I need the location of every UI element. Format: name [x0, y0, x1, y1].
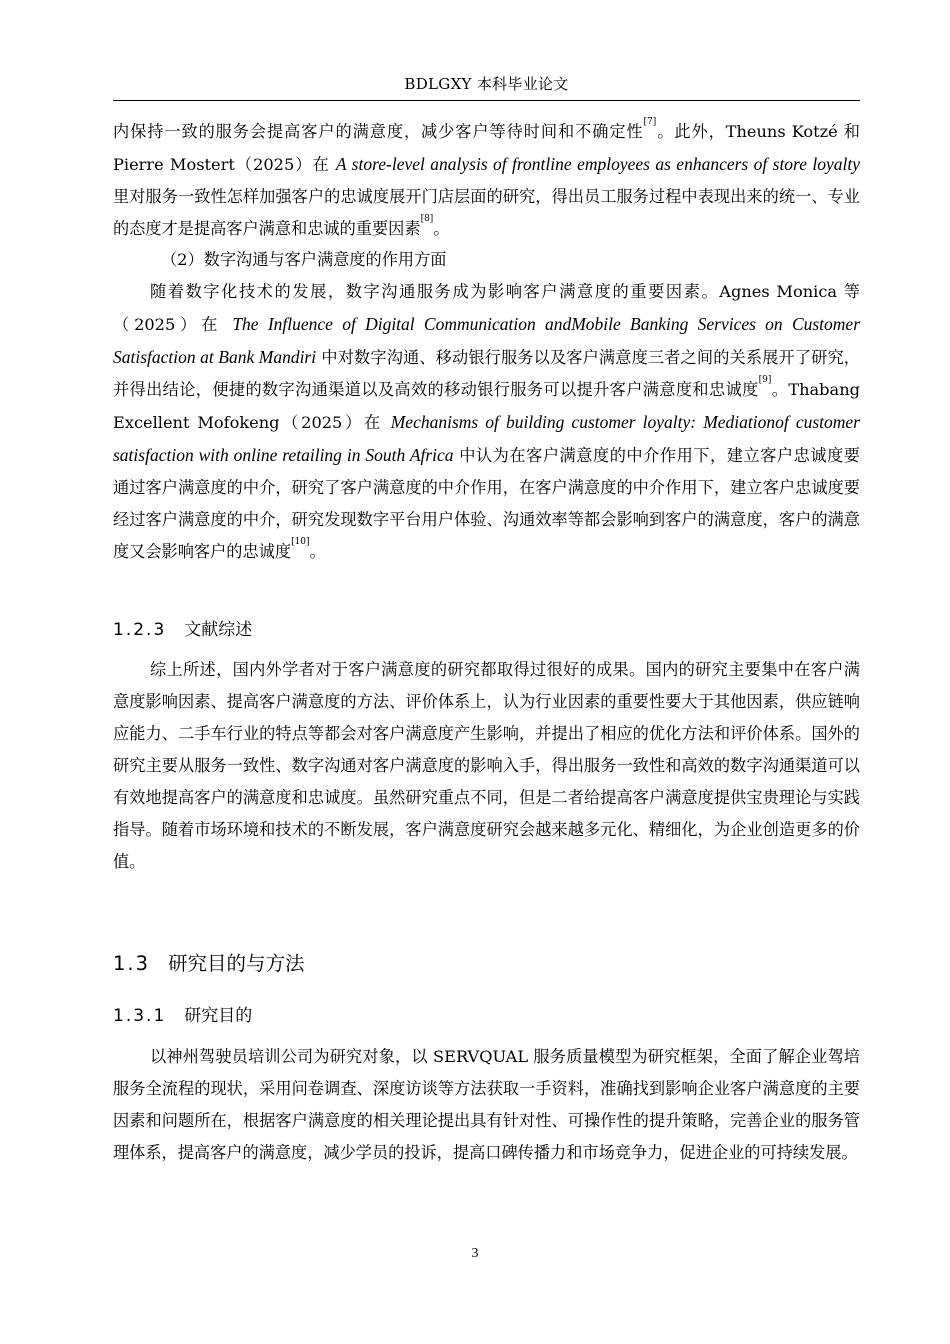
page-number: 3: [471, 1246, 479, 1261]
heading-title: 文献综述: [184, 620, 253, 640]
paragraph-digital-communication: [113, 276, 860, 568]
citation-10: [10]: [291, 537, 310, 547]
paragraph-research-purpose: 以神州驾驶员培训公司为研究对象，以 SERVQUAL 服务质量模型为研究框架，全面了解企业驾培服务全流程的现状，采用问卷调查、深度访谈等方法获取一手资料，准确找到影响企业客户满意度的主要因素和问题所在，根据客户满意度的相关理论提出具有针对性、可操作性的提升策略，完善企业的服务管理体系，提高客户的满意度，减少学员的投诉，提高口碑传播力和市场竞争力，促进企业的可持续发展。: [113, 1047, 860, 1162]
text-run: 。此外，Theuns Kotzé 和 Pierre Mostert（2025）在: [113, 122, 860, 174]
text-run: 。: [433, 219, 450, 238]
heading-1-3: [113, 951, 305, 977]
text-run: 。: [309, 542, 326, 561]
text-run: 中认为在客户满意度的中介作用下，建立客户忠诚度要通过客户满意度的中介，研究了客户满意度的中介作用，在客户满意度的中介作用下，建立客户忠诚度要经过客户满意度的中介，研究发现数字平台用户体验、沟通效率等都会影响到客户的满意度，客户的满意度又会影响客户的忠诚度: [113, 446, 860, 561]
paragraph-service-consistency: [113, 116, 860, 245]
text-run: 中对数字沟通、移动银行服务以及客户满意度三者之间的关系展开了研究，并得出结论，便捷的数字沟通渠道以及高效的移动银行服务可以提升客户满意度和忠诚度: [113, 348, 860, 399]
citation-7: [7]: [643, 117, 657, 127]
subsection-digital-communication: （2）数字沟通与客户满意度的作用方面: [161, 250, 447, 269]
running-header: BDLGXY 本科毕业论文: [404, 75, 569, 93]
heading-number: 1.3.1: [113, 1006, 167, 1026]
heading-1-3-1: [113, 1004, 252, 1028]
heading-number: 1.2.3: [113, 620, 167, 640]
text-run: 随着数字化技术的发展，数字沟通服务成为影响客户满意度的重要因素。Agnes Monica 等（2025）在: [113, 282, 860, 334]
header-rule: [113, 100, 860, 101]
heading-title: 研究目的与方法: [168, 952, 305, 975]
citation-8: [8]: [420, 214, 434, 224]
heading-number: 1.3: [113, 952, 151, 975]
text-run: 。Thabang Excellent Mofokeng（2025）在: [113, 380, 860, 432]
cited-title-8: A store-level analysis of frontline employees as enhancers of store loyalty: [335, 154, 861, 174]
heading-1-2-3: [113, 618, 252, 642]
cited-title-9: The Influence of Digital Communication andMobile Banking Services on Customer Satisfaction at Bank Mandiri: [113, 314, 861, 367]
text-run: 内保持一致的服务会提高客户的满意度，减少客户等待时间和不确定性: [113, 122, 644, 141]
cited-title-10: Mechanisms of building customer loyalty: Mediationof customer satisfaction with online retailing in South Africa: [113, 412, 860, 465]
text-run: 里对服务一致性怎样加强客户的忠诚度展开门店层面的研究，得出员工服务过程中表现出来的统一、专业的态度才是提高客户满意和忠诚的重要因素: [113, 187, 860, 238]
heading-title: 研究目的: [184, 1006, 253, 1026]
citation-9: [9]: [758, 375, 772, 385]
paragraph-literature-review: 综上所述，国内外学者对于客户满意度的研究都取得过很好的成果。国内的研究主要集中在客户满意度影响因素、提高客户满意度的方法、评价体系上，认为行业因素的重要性要大于其他因素，供应链响应能力、二手车行业的特点等都会对客户满意度产生影响，并提出了相应的优化方法和评价体系。国外的研究主要从服务一致性、数字沟通对客户满意度的影响入手，得出服务一致性和高效的数字沟通渠道可以有效地提高客户的满意度和忠诚度。虽然研究重点不同，但是二者给提高客户满意度提供宝贵理论与实践指导。随着市场环境和技术的不断发展，客户满意度研究会越来越多元化、精细化，为企业创造更多的价值。: [113, 660, 860, 871]
